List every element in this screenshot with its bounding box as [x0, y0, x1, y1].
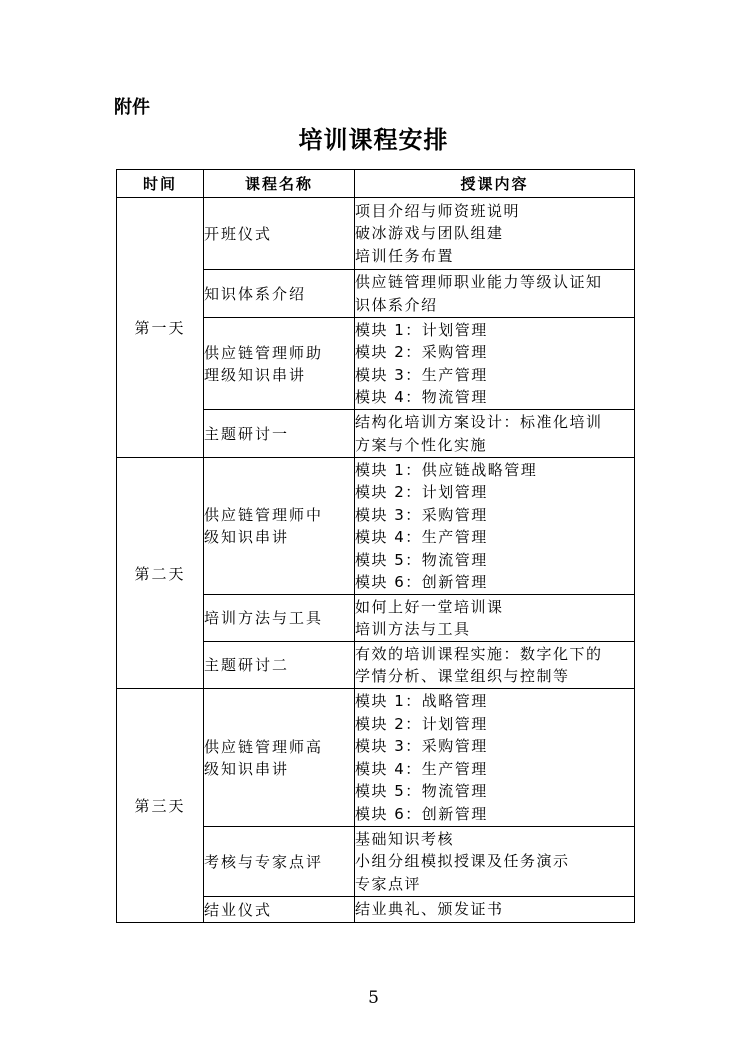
course-content-cell — [355, 318, 635, 410]
content-line: 模块 6：创新管理 — [355, 804, 488, 823]
course-content-cell — [355, 595, 635, 642]
course-name-cell — [204, 198, 355, 270]
course-name-line: 知识体系介绍 — [204, 284, 307, 303]
course-name-cell — [204, 410, 355, 458]
content-line: 模块 5：物流管理 — [355, 550, 488, 569]
content-line: 专家点评 — [355, 874, 422, 893]
course-name-line: 供应链管理师中 — [204, 506, 324, 524]
day-cell: 第三天 — [117, 689, 204, 923]
course-name-cell — [204, 595, 355, 642]
course-name-line: 培训方法与工具 — [204, 609, 324, 627]
course-content-cell — [355, 458, 635, 595]
content-line: 方案与个性化实施 — [355, 435, 488, 454]
header-course-name: 课程名称 — [204, 170, 355, 198]
course-name-line: 级知识串讲 — [204, 528, 290, 546]
content-line: 模块 3：生产管理 — [355, 365, 488, 384]
course-content-cell — [355, 410, 635, 458]
course-name-line: 供应链管理师高 — [204, 737, 324, 756]
content-line: 结业典礼、颁发证书 — [355, 900, 504, 919]
course-name-cell — [204, 689, 355, 827]
course-name-cell — [204, 318, 355, 410]
attachment-label: 附件 — [114, 97, 150, 118]
content-line: 项目介绍与师资班说明 — [355, 201, 521, 220]
content-line: 培训方法与工具 — [355, 620, 471, 638]
content-line: 模块 2：计划管理 — [355, 714, 488, 733]
content-line: 模块 4：生产管理 — [355, 759, 488, 778]
course-content-cell — [355, 642, 635, 689]
day-cell: 第一天 — [117, 198, 204, 458]
content-line: 基础知识考核 — [355, 829, 455, 848]
content-line: 模块 3：采购管理 — [355, 505, 488, 524]
day-cell: 第二天 — [117, 458, 204, 689]
course-name-line: 结业仪式 — [204, 900, 273, 919]
table-header-row — [117, 170, 635, 198]
content-line: 破冰游戏与团队组建 — [355, 224, 504, 243]
course-content-cell — [355, 897, 635, 923]
course-content-cell — [355, 198, 635, 270]
header-time: 时间 — [117, 170, 204, 198]
content-line: 识体系介绍 — [355, 295, 438, 314]
content-line: 模块 6：创新管理 — [355, 573, 488, 591]
course-name-cell — [204, 270, 355, 318]
schedule-table — [116, 169, 635, 923]
content-line: 结构化培训方案设计：标准化培训 — [355, 413, 603, 431]
table-row — [117, 689, 635, 827]
course-content-cell — [355, 689, 635, 827]
course-content-cell — [355, 270, 635, 318]
content-line: 模块 1：计划管理 — [355, 320, 488, 339]
content-line: 模块 2：计划管理 — [355, 483, 488, 501]
content-line: 模块 5：物流管理 — [355, 782, 488, 800]
course-name-cell — [204, 897, 355, 923]
course-name-line: 主题研讨二 — [204, 656, 290, 674]
content-line: 模块 1：供应链战略管理 — [355, 460, 538, 479]
page-number: 5 — [368, 988, 379, 1008]
content-line: 如何上好一堂培训课 — [355, 597, 504, 616]
course-content-cell — [355, 827, 635, 897]
course-name-line: 考核与专家点评 — [204, 852, 324, 871]
table-row — [117, 198, 635, 270]
course-name-cell — [204, 458, 355, 595]
page-title: 培训课程安排 — [298, 125, 449, 154]
content-line: 培训任务布置 — [355, 246, 455, 265]
content-line: 模块 4：生产管理 — [355, 528, 488, 546]
content-line: 学情分析、课堂组织与控制等 — [355, 667, 570, 685]
course-name-line: 级知识串讲 — [204, 759, 290, 778]
content-line: 模块 2：采购管理 — [355, 343, 488, 361]
content-line: 有效的培训课程实施：数字化下的 — [355, 644, 603, 663]
content-line: 模块 1：战略管理 — [355, 692, 488, 710]
course-name-line: 开班仪式 — [204, 224, 273, 243]
course-name-cell — [204, 827, 355, 897]
course-name-line: 主题研讨一 — [204, 424, 290, 443]
course-name-cell — [204, 642, 355, 689]
course-name-line: 理级知识串讲 — [204, 365, 307, 384]
content-line: 模块 4：物流管理 — [355, 388, 488, 406]
content-line: 模块 3：采购管理 — [355, 737, 488, 755]
content-line: 小组分组模拟授课及任务演示 — [355, 852, 570, 871]
course-name-line: 供应链管理师助 — [204, 343, 324, 362]
header-content: 授课内容 — [355, 170, 635, 198]
table-row — [117, 458, 635, 595]
content-line: 供应链管理师职业能力等级认证知 — [355, 273, 603, 291]
